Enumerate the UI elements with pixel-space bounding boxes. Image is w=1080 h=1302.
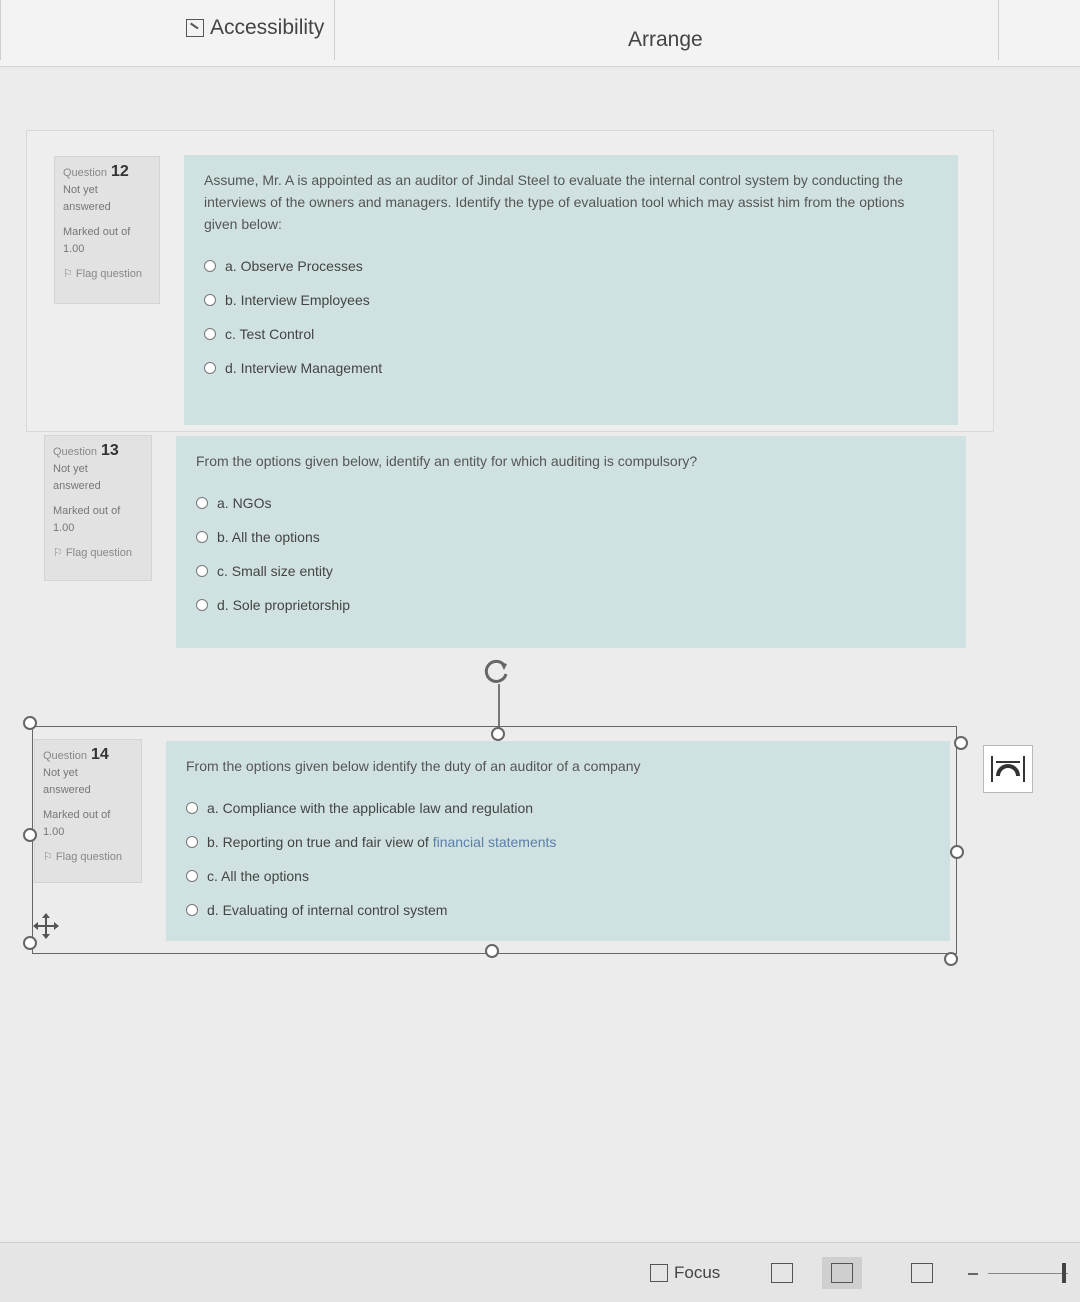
marked-value: 1.00 — [43, 826, 65, 838]
accessibility-button[interactable] — [186, 16, 324, 40]
question-label: Question — [63, 167, 108, 179]
status-bar — [0, 1242, 1080, 1302]
layout-options-icon — [984, 746, 1032, 792]
ribbon-separator — [0, 0, 1, 60]
question-body-13 — [176, 436, 966, 648]
marked-out-of: Marked out of — [43, 809, 111, 821]
radio-button[interactable] — [196, 531, 208, 543]
marked-out-of: Marked out of — [53, 505, 121, 517]
question-status: answered — [63, 201, 111, 213]
option-label: c. Small size entity — [217, 563, 333, 579]
option-label-text: b. Reporting on true and fair view of — [207, 834, 433, 850]
ribbon-separator — [998, 0, 999, 60]
resize-handle[interactable] — [954, 736, 968, 750]
question-number: 14 — [91, 746, 109, 763]
marked-value: 1.00 — [53, 522, 75, 534]
option-label: c. Test Control — [225, 326, 315, 342]
arrange-button[interactable]: Arrange — [628, 28, 703, 51]
answer-option[interactable] — [196, 520, 946, 554]
question-text: Assume, Mr. A is appointed as an auditor of Jindal Steel to evaluate the internal control system by conducting the interviews of the owners and managers. Identify the type of evaluation tool which may assist him from the options given below: — [204, 172, 905, 232]
radio-button[interactable] — [204, 362, 216, 374]
option-label: d. Interview Management — [225, 360, 383, 376]
answer-option[interactable] — [204, 283, 938, 317]
move-cursor-icon — [32, 912, 60, 940]
flag-question-link[interactable]: ⚐ Flag question — [63, 268, 142, 280]
flag-label: Flag question — [75, 268, 142, 280]
question-number: 13 — [101, 442, 119, 459]
option-label: d. Sole proprietorship — [217, 597, 351, 613]
web-layout-button[interactable] — [902, 1257, 942, 1289]
resize-handle[interactable] — [23, 716, 37, 730]
question-status: Not yet — [53, 463, 88, 475]
marked-value: 1.00 — [63, 243, 85, 255]
answer-option[interactable] — [204, 249, 938, 283]
answer-option[interactable] — [196, 588, 946, 622]
resize-handle[interactable] — [23, 828, 37, 842]
question-info-13 — [44, 435, 152, 581]
question-label: Question — [43, 750, 88, 762]
flag-label: Flag question — [55, 851, 122, 863]
image-selection-frame[interactable] — [32, 726, 957, 954]
question-status: Not yet — [63, 184, 98, 196]
option-label: b. All the options — [217, 529, 320, 545]
read-mode-button[interactable] — [762, 1257, 802, 1289]
resize-handle[interactable] — [485, 944, 499, 958]
zoom-slider-thumb[interactable] — [1062, 1263, 1066, 1283]
focus-icon — [650, 1264, 668, 1282]
question-body-12 — [184, 155, 958, 425]
option-label: a. Observe Processes — [225, 258, 363, 274]
question-text: From the options given below, identify an entity for which auditing is compulsory? — [196, 453, 698, 469]
option-label: a. NGOs — [217, 495, 272, 511]
focus-button[interactable] — [650, 1263, 720, 1283]
radio-button[interactable] — [204, 260, 216, 272]
question-number: 12 — [111, 163, 129, 180]
question-status: answered — [53, 480, 101, 492]
web-layout-icon — [911, 1263, 933, 1283]
radio-button[interactable] — [204, 328, 216, 340]
question-info-12 — [54, 156, 160, 304]
flag-question-link[interactable]: ⚐ Flag question — [43, 851, 122, 863]
zoom-slider[interactable] — [988, 1273, 1068, 1274]
accessibility-icon — [186, 19, 204, 37]
accessibility-label: Accessibility — [210, 16, 325, 39]
rotate-handle-icon[interactable] — [482, 656, 512, 686]
question-text: From the options given below identify the duty of an auditor of a company — [186, 758, 641, 774]
flag-label: Flag question — [65, 547, 132, 559]
focus-label: Focus — [674, 1263, 721, 1282]
radio-button[interactable] — [196, 565, 208, 577]
financial-statements-link[interactable]: financial statements — [432, 834, 557, 850]
question-number-row — [63, 163, 151, 182]
question-status: Not yet — [43, 767, 78, 779]
option-label: c. All the options — [207, 868, 309, 884]
question-number-row — [53, 442, 143, 461]
marked-out-of: Marked out of — [63, 226, 131, 238]
resize-handle[interactable] — [491, 727, 505, 741]
option-label: d. Evaluating of internal control system — [207, 902, 448, 918]
radio-button[interactable] — [196, 599, 208, 611]
answer-option[interactable] — [196, 554, 946, 588]
resize-handle[interactable] — [944, 952, 958, 966]
radio-button[interactable] — [204, 294, 216, 306]
question-label: Question — [53, 446, 98, 458]
answer-option[interactable] — [204, 317, 938, 351]
option-label: a. Compliance with the applicable law and regulation — [207, 800, 534, 816]
zoom-out-button[interactable] — [968, 1273, 978, 1275]
flag-question-link[interactable]: ⚐ Flag question — [53, 547, 132, 559]
rotate-handle-line — [498, 684, 500, 728]
read-mode-icon — [771, 1263, 793, 1283]
resize-handle[interactable] — [950, 845, 964, 859]
ribbon — [0, 0, 1080, 67]
answer-option[interactable] — [204, 351, 938, 385]
print-layout-button[interactable] — [822, 1257, 862, 1289]
answer-option[interactable] — [196, 486, 946, 520]
question-status: answered — [43, 784, 91, 796]
option-label: b. Interview Employees — [225, 292, 370, 308]
layout-options-button[interactable] — [983, 745, 1033, 793]
print-layout-icon — [831, 1263, 853, 1283]
ribbon-separator — [334, 0, 335, 60]
radio-button[interactable] — [196, 497, 208, 509]
